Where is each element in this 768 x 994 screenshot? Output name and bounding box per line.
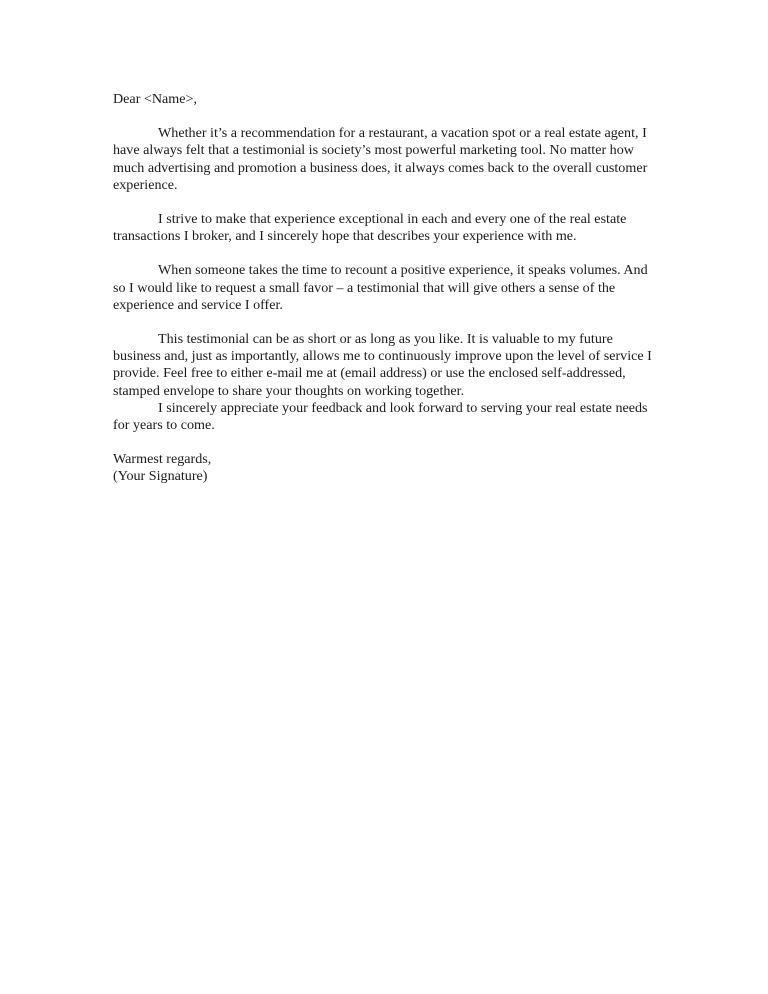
letter-signature: (Your Signature) [113, 468, 208, 485]
letter-body [113, 91, 658, 486]
letter-paragraph-5: I sincerely appreciate your feedback and look forward to serving your real estate needs for years to come. [113, 399, 648, 434]
letter-paragraph-3: When someone takes the time to recount a positive experience, it speaks volumes. And so I would like to request a small favor – a testimonial that will give others a sense of the experience and service I offer. [113, 262, 648, 313]
letter-closing: Warmest regards, [113, 451, 212, 468]
letter-greeting: Dear <Name>, [113, 91, 197, 107]
letter-paragraph-4: This testimonial can be as short or as long as you like. It is valuable to my future business and, just as importantly, allows me to continuously improve upon the level of service I provide. Feel free to either e-mail me at (email address) or use the enclosed self-addressed, stamped envelope to share your thoughts on working together. [113, 331, 652, 399]
letter-paragraph-1: Whether it’s a recommendation for a restaurant, a vacation spot or a real estate agent, I have always felt that a testimonial is society’s most powerful marketing tool. No matter how much advertising and promotion a business does, it always comes back to the overall customer experience. [113, 125, 648, 193]
letter-paragraph-2: I strive to make that experience exceptional in each and every one of the real estate transactions I broker, and I sincerely hope that describes your experience with me. [113, 211, 627, 245]
